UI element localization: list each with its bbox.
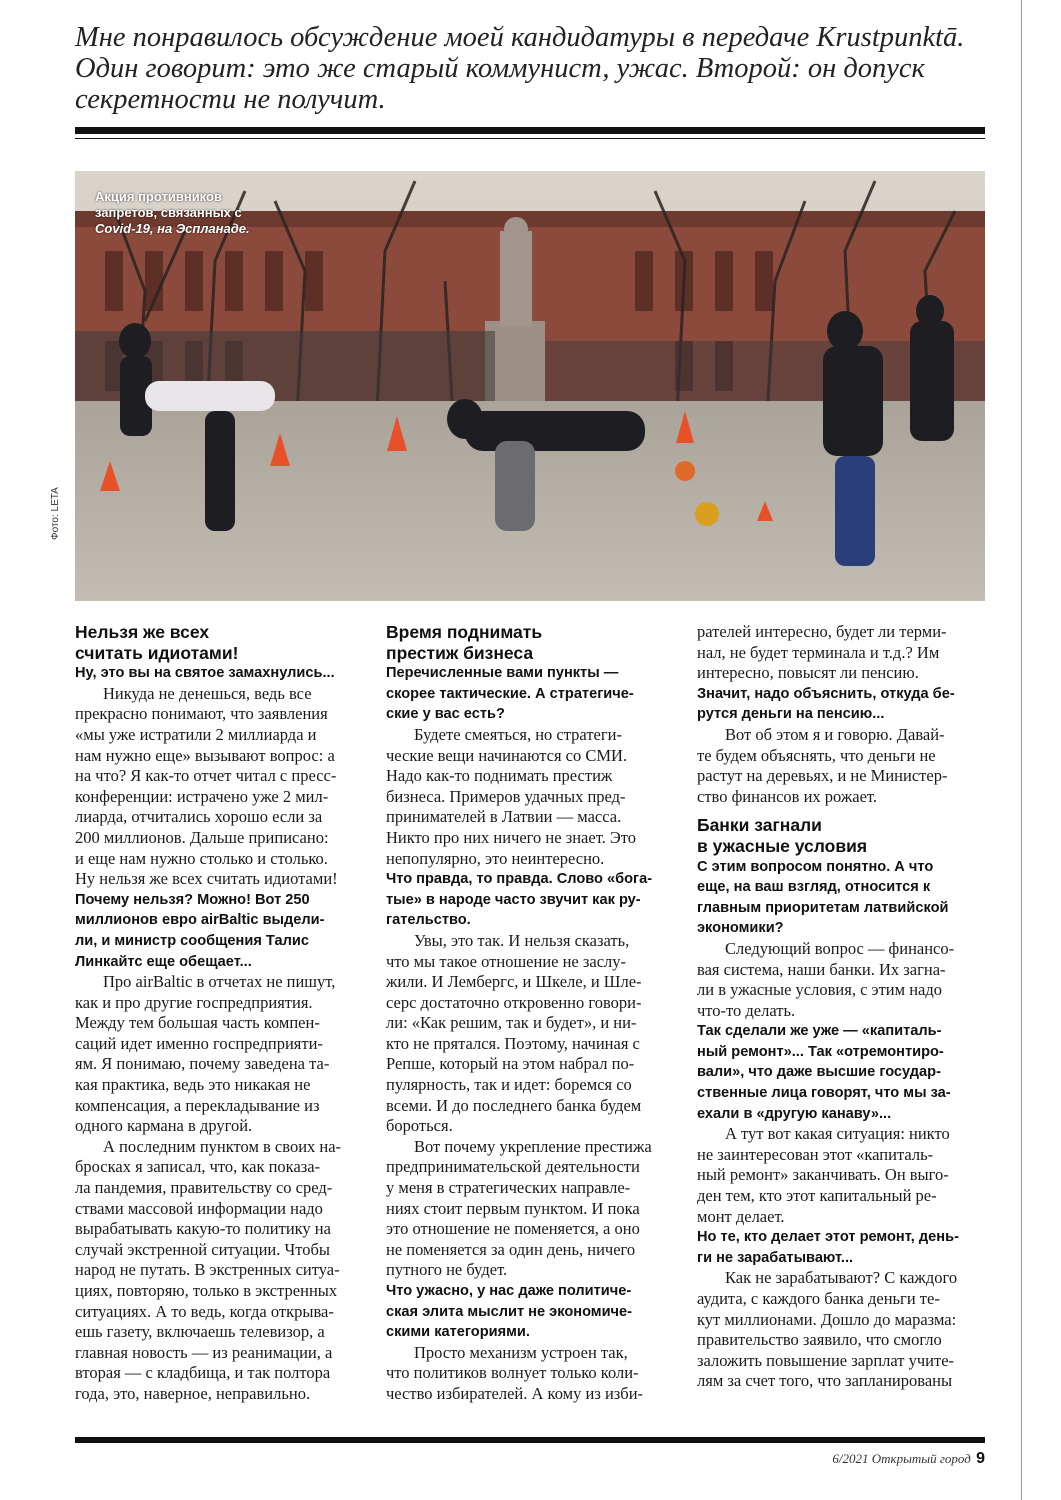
interview-question: Но те, кто делает этот ремонт, день- <box>697 1229 959 1246</box>
body-line: Репше, который на этом набрал по- <box>386 1054 635 1074</box>
interview-question: ские у вас есть? <box>386 706 505 723</box>
interview-question: Перечисленные вами пункты — <box>386 665 619 682</box>
body-line: нам нужно еще» вызывают вопрос: а <box>75 745 335 765</box>
interview-question: миллионов евро airBaltic выдели- <box>75 912 325 929</box>
paragraph-first-line: Как не зарабатывают? С каждого <box>725 1268 958 1288</box>
body-line: непопулярно, это неинтересно. <box>386 848 605 868</box>
body-line: ческие вещи начинаются со СМИ. <box>386 745 628 765</box>
body-line: что-то делать. <box>697 1000 796 1020</box>
body-line: чество избирателей. А кому из изби- <box>386 1383 644 1403</box>
paragraph-first-line: Увы, это так. И нельзя сказать, <box>414 930 630 950</box>
body-line: Надо как-то поднимать престиж <box>386 766 613 786</box>
body-line: правительство заявило, что смогло <box>697 1330 942 1350</box>
body-line: прекрасно понимают, что заявления <box>75 704 328 724</box>
body-line: ство финансов их рожает. <box>697 786 878 806</box>
body-line: ден тем, кто этот капитальный ре- <box>697 1186 937 1206</box>
body-line: циях, повторяю, только в экстренных <box>75 1281 338 1300</box>
body-line: вторая — с кладбища, и так полтора <box>75 1363 331 1383</box>
body-line: народ не путать. В экстренных ситуа- <box>75 1260 340 1280</box>
interview-question: Значит, надо объяснить, откуда бе- <box>697 685 955 702</box>
page-footer <box>832 1450 985 1468</box>
interview-question: С этим вопросом понятно. А что <box>697 858 934 875</box>
body-line: монт делает. <box>697 1206 785 1226</box>
body-line: ситуациях. А то ведь, когда открыва- <box>75 1301 334 1321</box>
section-gap <box>697 807 987 815</box>
body-line: случай экстренной ситуации. Чтобы <box>75 1239 330 1259</box>
section-heading: престиж бизнеса <box>386 642 534 663</box>
body-line: путного не будет. <box>386 1260 508 1280</box>
photo-caption-line: Акция противников <box>95 189 222 204</box>
pull-quote-line: секретности не получит. <box>75 84 386 115</box>
body-line: главная новость — из реанимации, а <box>75 1342 333 1362</box>
photo-caption <box>95 189 295 237</box>
article-column-2 <box>386 622 676 1405</box>
body-line: саций идет именно госпредприяти- <box>75 1033 323 1053</box>
body-line: рателей интересно, будет ли терми- <box>697 622 947 641</box>
interview-question: ехали в «другую канаву»... <box>697 1105 892 1122</box>
body-line: предпринимательской деятельности <box>386 1157 640 1177</box>
interview-question: ли, и министр сообщения Талис <box>75 932 309 949</box>
body-line: аудита, с каждого банка деньги те- <box>697 1289 940 1308</box>
body-line: растут на деревьях, и не Министер- <box>697 766 948 786</box>
body-line: ный ремонт» заканчивать. Он выго- <box>697 1165 949 1185</box>
interview-question: Линкайтс еще обещает... <box>75 953 252 970</box>
interview-question: рутся деньги на пенсию... <box>697 706 885 723</box>
body-line: интересно, повысят ли пенсию. <box>697 663 919 683</box>
body-line: кут миллионами. Дошло до маразма: <box>697 1309 957 1329</box>
paragraph-first-line: Про airBaltic в отчетах не пишут, <box>103 972 336 992</box>
pull-quote-line: Мне понравилось обсуждение моей кандидатуры в передаче Krustpunktā. <box>75 22 965 53</box>
body-line: ешь газету, включаешь телевизор, а <box>75 1322 325 1342</box>
section-heading: Банки загнали <box>697 815 822 836</box>
paragraph-first-line: Следующий вопрос — финансо- <box>725 938 955 958</box>
body-line: ствами массовой информации надо <box>75 1198 323 1218</box>
body-line: и еще нам нужно столько и столько. <box>75 848 328 868</box>
section-heading: в ужасные условия <box>697 835 868 856</box>
news-photo <box>75 171 985 601</box>
section-heading: Нельзя же всех <box>75 622 210 642</box>
footer-rule <box>75 1437 985 1443</box>
body-line: пулярность, так и идет: боремся со <box>386 1075 632 1095</box>
article-column-3 <box>697 622 987 1392</box>
body-line: бизнеса. Примеров удачных пред- <box>386 786 626 806</box>
interview-question: Так сделали же уже — «капиталь- <box>697 1023 942 1040</box>
body-line: ям. Я понимаю, почему заведена та- <box>75 1054 330 1074</box>
article-column-1 <box>75 622 365 1405</box>
body-line: вая система, наши банки. Их загна- <box>697 959 946 979</box>
interview-question: вали», что даже высшие государ- <box>697 1064 941 1081</box>
body-line: конференции: истрачено уже 2 мил- <box>75 786 329 806</box>
page-edge-rule <box>1021 0 1022 1500</box>
interview-question: ственные лица говорят, что мы за- <box>697 1085 951 1102</box>
interview-question: экономики? <box>697 920 784 937</box>
interview-question: ги не зарабатывают... <box>697 1249 854 1266</box>
body-line: на что? Я как-то отчет читал с пресс- <box>75 766 337 786</box>
issue-number: 6/2021 <box>832 1451 869 1466</box>
body-line: 200 миллионов. Дальше приписано: <box>75 827 329 847</box>
photo-caption-line: запретов, связанных с <box>95 205 242 220</box>
interview-question: скими категориями. <box>386 1324 530 1341</box>
paragraph-first-line: Никуда не денешься, ведь все <box>103 683 312 703</box>
body-line: одного кармана в другой. <box>75 1116 253 1136</box>
paragraph-first-line: Вот об этом я и говорю. Давай- <box>725 724 945 744</box>
body-line: Никто про них ничего не знает. Это <box>386 827 637 847</box>
paragraph-first-line: Будете смеяться, но стратеги- <box>414 724 622 744</box>
interview-question: скорее тактические. А стратегиче- <box>386 685 634 702</box>
body-line: серс достаточно откровенно говори- <box>386 992 642 1012</box>
body-line: «мы уже истратили 2 миллиарда и <box>75 724 317 744</box>
body-line: ли в ужасные условия, с этим надо <box>697 980 943 1000</box>
interview-question: еще, на ваш взгляд, относится к <box>697 879 931 896</box>
quote-divider-thin <box>75 138 985 139</box>
section-heading: считать идиотами! <box>75 642 239 663</box>
paragraph-first-line: А последним пунктом в своих на- <box>103 1136 342 1156</box>
body-line: жили. И Лембергс, и Шкеле, и Шле- <box>386 972 642 992</box>
interview-question: Почему нельзя? Можно! Вот 250 <box>75 891 310 908</box>
quote-divider-thick <box>75 127 985 134</box>
body-line: нал, не будет терминала и т.д.? Им <box>697 642 940 662</box>
body-line: года, это, наверное, неправильно. <box>75 1383 311 1403</box>
interview-question: Что правда, то правда. Слово «бога- <box>386 871 653 888</box>
body-line: у меня в стратегических направле- <box>386 1178 631 1198</box>
pull-quote <box>75 22 1005 115</box>
body-line: принимателей в Латвии — масса. <box>386 807 622 827</box>
interview-question: главным приоритетам латвийской <box>697 899 949 916</box>
body-line: это отношение не поменяется, а оно <box>386 1219 640 1239</box>
photo-credit: Фото: LETA <box>50 487 61 540</box>
interview-question: тые» в народе часто звучит как ру- <box>386 891 641 908</box>
body-line: заложить повышение зарплат учите- <box>697 1350 955 1370</box>
body-line: вырабатывать какую-то политику на <box>75 1219 331 1239</box>
interview-question: Ну, это вы на святое замахнулись... <box>75 665 335 682</box>
body-line: кая практика, ведь это никакая не <box>75 1075 311 1095</box>
body-line: что политиков волнует только коли- <box>386 1363 639 1383</box>
section-heading: Время поднимать <box>386 622 543 642</box>
body-line: Между тем большая часть компен- <box>75 1013 320 1033</box>
body-line: бороться. <box>386 1116 453 1136</box>
paragraph-first-line: Вот почему укрепление престижа <box>414 1136 652 1156</box>
body-line: не поменяется за один день, ничего <box>386 1239 636 1259</box>
body-line: всеми. И до последнего банка будем <box>386 1095 642 1115</box>
paragraph-first-line: А тут вот какая ситуация: никто <box>725 1124 950 1144</box>
interview-question: Что ужасно, у нас даже политиче- <box>386 1283 632 1299</box>
interview-question: гательство. <box>386 912 471 929</box>
body-line: бросках я записал, что, как показа- <box>75 1157 321 1177</box>
body-line: лиарда, отчитались хорошо если за <box>75 807 323 827</box>
body-line: ли: «Как решим, так и будет», и ни- <box>386 1013 637 1033</box>
paragraph-first-line: Просто механизм устроен так, <box>414 1342 628 1362</box>
page-number: 9 <box>976 1450 985 1467</box>
body-line: как и про другие госпредприятия. <box>75 992 313 1012</box>
photo-caption-line: Covid-19, на Эспланаде. <box>95 221 250 236</box>
body-line: ниях стоит первым пунктом. И пока <box>386 1198 640 1218</box>
body-line: те будем объяснять, что деньги не <box>697 745 936 765</box>
body-line: что мы такое отношение не заслу- <box>386 951 627 971</box>
interview-question: ская элита мыслит не экономиче- <box>386 1303 633 1320</box>
body-line: Ну нельзя же всех считать идиотами! <box>75 869 338 889</box>
body-line: ла пандемия, правительству со сред- <box>75 1178 333 1198</box>
interview-question: ный ремонт»... Так «отремонтиро- <box>697 1043 944 1060</box>
body-line: не заинтересован этот «капиталь- <box>697 1144 934 1164</box>
magazine-name: Открытый город <box>871 1451 971 1466</box>
body-line: кто не прятался. Поэтому, начиная с <box>386 1033 640 1053</box>
body-line: лям за счет того, что запланированы <box>697 1371 953 1391</box>
body-line: компенсация, а перекладывание из <box>75 1095 320 1115</box>
pull-quote-line: Один говорит: это же старый коммунист, ужас. Второй: он допуск <box>75 53 925 84</box>
